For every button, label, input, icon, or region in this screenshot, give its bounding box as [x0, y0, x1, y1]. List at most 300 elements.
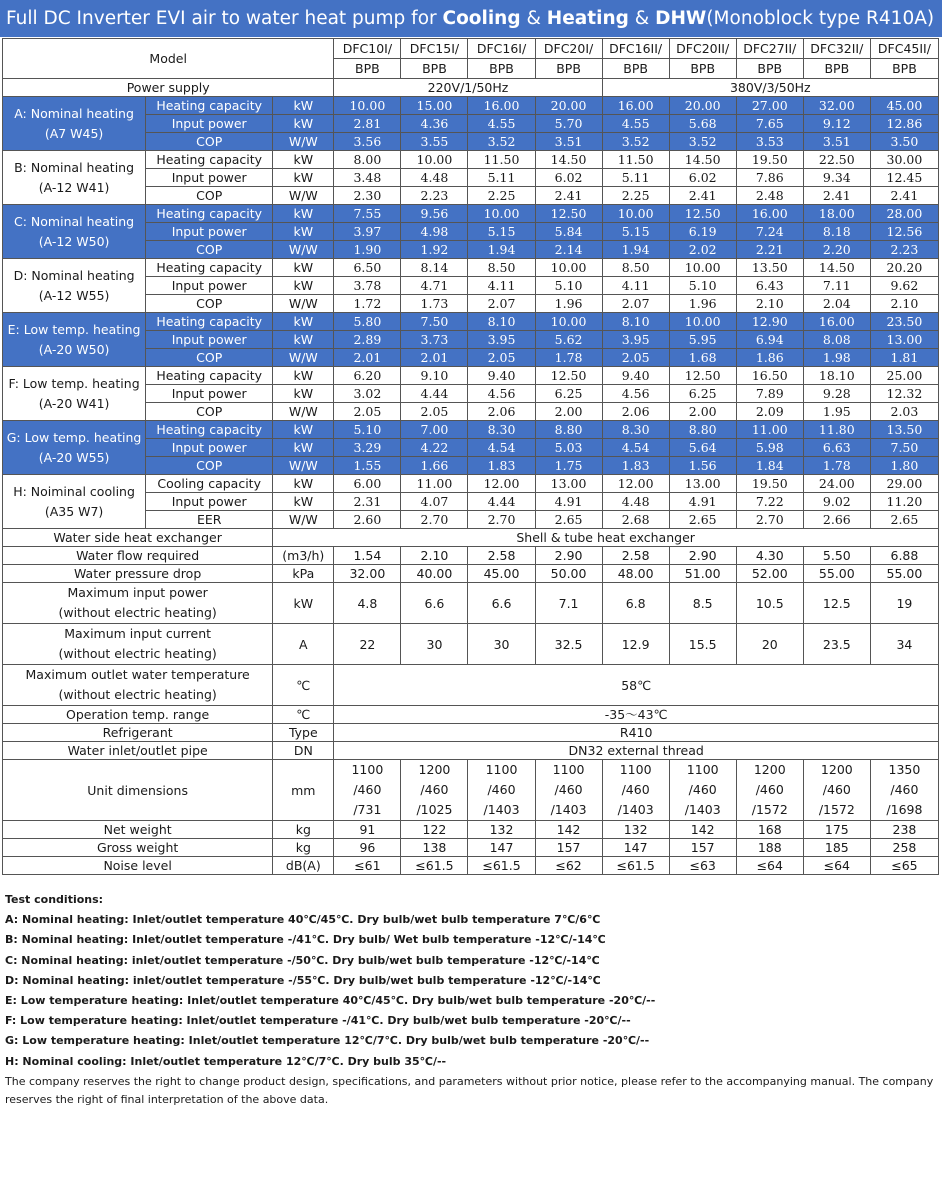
value-cell: 20.00: [669, 97, 736, 115]
value-cell: 23.50: [870, 313, 938, 331]
unit-label: kW: [273, 475, 334, 493]
value-cell: 16.00: [736, 205, 803, 223]
condition-label-line2: (A-20 W41): [38, 395, 110, 411]
value-cell: 8.80: [669, 421, 736, 439]
test-condition-note: F: Low temperature heating: Inlet/outlet temperature -/41℃. Dry bulb/wet bulb temperature -20℃/--: [5, 1014, 631, 1028]
value-cell: 1.68: [669, 349, 736, 367]
value-cell: 1.78: [803, 457, 870, 475]
dimension-length: 1350: [888, 762, 921, 777]
dimension-length: 1100: [619, 762, 652, 777]
dimension-width: /460: [554, 782, 583, 797]
value-cell: 2.30: [334, 187, 401, 205]
value-cell: 2.05: [334, 403, 401, 421]
value-cell: 1.80: [870, 457, 938, 475]
value-cell: 1.75: [535, 457, 602, 475]
value-cell: 32.00: [334, 565, 401, 583]
value-cell: 20: [736, 624, 803, 665]
value-cell: 132: [468, 821, 535, 839]
value-cell: 5.95: [669, 331, 736, 349]
value-cell: 6.25: [535, 385, 602, 403]
title-dhw: DHW: [655, 8, 707, 29]
value-cell: 8.08: [803, 331, 870, 349]
condition-label-line1: G: Low temp. heating: [6, 429, 142, 445]
value-cell: 12.00: [468, 475, 535, 493]
value-cell: 2.90: [669, 547, 736, 565]
model-name-top: DFC16I/: [468, 39, 535, 59]
value-cell: 10.00: [401, 151, 468, 169]
value-cell: 4.11: [602, 277, 669, 295]
net-weight-row: [3, 821, 939, 839]
value-cell: 3.51: [803, 133, 870, 151]
unit-label: W/W: [273, 133, 334, 151]
value-cell: 175: [803, 821, 870, 839]
value-cell: 5.84: [535, 223, 602, 241]
value-cell: 2.20: [803, 241, 870, 259]
value-cell: ≤64: [803, 857, 870, 875]
value-cell: 1.66: [401, 457, 468, 475]
value-cell: 14.50: [669, 151, 736, 169]
value-cell: 8.50: [602, 259, 669, 277]
value-cell: 10.00: [468, 205, 535, 223]
value-cell: 6.25: [669, 385, 736, 403]
value-cell: 188: [736, 839, 803, 857]
value-cell: 3.97: [334, 223, 401, 241]
value-cell: 8.10: [468, 313, 535, 331]
value-cell: 2.07: [602, 295, 669, 313]
value-cell: 3.52: [669, 133, 736, 151]
unit-label: A: [273, 624, 334, 665]
value-cell: 1.95: [803, 403, 870, 421]
unit-label: kW: [273, 331, 334, 349]
value-cell: 55.00: [870, 565, 938, 583]
water-pipe-value: DN32 external thread: [334, 742, 939, 760]
dimension-width: /460: [890, 782, 919, 797]
condition-label-line1: D: Nominal heating: [13, 267, 135, 283]
max-outlet-value: 58℃: [334, 665, 939, 706]
performance-row: [3, 151, 939, 169]
value-cell: 18.10: [803, 367, 870, 385]
value-cell: 2.07: [468, 295, 535, 313]
value-cell: 4.44: [401, 385, 468, 403]
value-cell: 7.86: [736, 169, 803, 187]
value-cell: 142: [535, 821, 602, 839]
value-cell: 2.00: [535, 403, 602, 421]
value-cell: 3.50: [870, 133, 938, 151]
value-cell: 48.00: [602, 565, 669, 583]
value-cell: 3.52: [468, 133, 535, 151]
parameter-label: COP: [146, 403, 273, 421]
value-cell: 7.89: [736, 385, 803, 403]
value-cell: 2.21: [736, 241, 803, 259]
value-cell: 8.80: [535, 421, 602, 439]
value-cell: 4.22: [401, 439, 468, 457]
model-name-bottom: BPB: [602, 59, 669, 79]
max-outlet-water-temp-label: [3, 665, 273, 706]
condition-label: [3, 97, 146, 151]
refrigerant-value: R410: [334, 724, 939, 742]
water-pressure-drop-label: Water pressure drop: [3, 565, 273, 583]
dimension-length: 1200: [753, 762, 786, 777]
value-cell: 185: [803, 839, 870, 857]
value-cell: 6.94: [736, 331, 803, 349]
value-cell: 9.10: [401, 367, 468, 385]
value-cell: 2.48: [736, 187, 803, 205]
performance-row: [3, 421, 939, 439]
value-cell: 122: [401, 821, 468, 839]
value-cell: 7.50: [401, 313, 468, 331]
value-cell: 12.90: [736, 313, 803, 331]
value-cell: 30.00: [870, 151, 938, 169]
value-cell: 1.92: [401, 241, 468, 259]
value-cell: 2.41: [870, 187, 938, 205]
value-cell: 28.00: [870, 205, 938, 223]
parameter-label: Cooling capacity: [146, 475, 273, 493]
value-cell: 14.50: [803, 259, 870, 277]
value-cell: 7.55: [334, 205, 401, 223]
value-cell: 1.86: [736, 349, 803, 367]
value-cell: 8.50: [468, 259, 535, 277]
unit-label: kW: [273, 115, 334, 133]
value-cell: 20.20: [870, 259, 938, 277]
gross-weight-row: [3, 839, 939, 857]
unit-label: W/W: [273, 349, 334, 367]
value-cell: 12.45: [870, 169, 938, 187]
value-cell: 1.56: [669, 457, 736, 475]
value-cell: 10.00: [535, 313, 602, 331]
model-name-bottom: BPB: [736, 59, 803, 79]
value-cell: 13.50: [870, 421, 938, 439]
value-cell: 4.56: [468, 385, 535, 403]
model-name-bottom: BPB: [803, 59, 870, 79]
dimension-length: 1100: [686, 762, 719, 777]
unit-label: kW: [273, 367, 334, 385]
value-cell: 3.95: [602, 331, 669, 349]
performance-row: [3, 97, 939, 115]
condition-label-line1: B: Nominal heating: [14, 159, 135, 175]
value-cell: 2.04: [803, 295, 870, 313]
parameter-label: Input power: [146, 115, 273, 133]
value-cell: 6.00: [334, 475, 401, 493]
title-part: Full DC Inverter EVI air to water heat pump for: [6, 8, 443, 29]
water-flow-label: Water flow required: [3, 547, 273, 565]
value-cell: 2.10: [401, 547, 468, 565]
value-cell: 1.94: [468, 241, 535, 259]
dimension-cell: [602, 760, 669, 821]
value-cell: 29.00: [870, 475, 938, 493]
value-cell: 2.05: [401, 403, 468, 421]
value-cell: 11.20: [870, 493, 938, 511]
value-cell: 12.50: [535, 367, 602, 385]
value-cell: 3.52: [602, 133, 669, 151]
performance-row: [3, 313, 939, 331]
model-name-top: DFC10I/: [334, 39, 401, 59]
value-cell: 30: [401, 624, 468, 665]
performance-row: [3, 205, 939, 223]
noise-level-row: [3, 857, 939, 875]
value-cell: ≤61.5: [468, 857, 535, 875]
test-condition-note: G: Low temperature heating: Inlet/outlet temperature 12℃/7℃. Dry bulb/wet bulb temperature -20℃/--: [5, 1034, 650, 1048]
title-part: &: [520, 8, 547, 29]
unit-label: kW: [273, 151, 334, 169]
value-cell: 157: [535, 839, 602, 857]
test-condition-note: E: Low temperature heating: Inlet/outlet temperature 40℃/45℃. Dry bulb/wet bulb temperature -20℃/--: [5, 994, 656, 1008]
value-cell: 4.54: [468, 439, 535, 457]
unit-label: W/W: [273, 457, 334, 475]
value-cell: 45.00: [468, 565, 535, 583]
unit-label: ℃: [273, 665, 334, 706]
value-cell: 8.5: [669, 583, 736, 624]
dimension-width: /460: [353, 782, 382, 797]
value-cell: 12.50: [669, 205, 736, 223]
condition-label-line2: (A-12 W55): [38, 287, 110, 303]
value-cell: 5.11: [602, 169, 669, 187]
model-name-top: DFC16II/: [602, 39, 669, 59]
value-cell: 40.00: [401, 565, 468, 583]
value-cell: 5.10: [334, 421, 401, 439]
value-cell: 258: [870, 839, 938, 857]
gross-weight-label: Gross weight: [3, 839, 273, 857]
value-cell: 4.55: [602, 115, 669, 133]
value-cell: 8.30: [468, 421, 535, 439]
value-cell: 30: [468, 624, 535, 665]
value-cell: ≤61.5: [401, 857, 468, 875]
performance-row: [3, 367, 939, 385]
value-cell: 9.40: [602, 367, 669, 385]
value-cell: 4.44: [468, 493, 535, 511]
condition-label-line2: (A-12 W50): [38, 233, 110, 249]
power-supply-single-phase: 220V/1/50Hz: [334, 79, 602, 97]
value-cell: 2.10: [736, 295, 803, 313]
value-cell: 3.51: [535, 133, 602, 151]
value-cell: 10.5: [736, 583, 803, 624]
value-cell: 4.98: [401, 223, 468, 241]
unit-label: kW: [273, 169, 334, 187]
value-cell: 12.5: [803, 583, 870, 624]
title-part: (Monoblock type R410A): [706, 8, 935, 29]
value-cell: 4.56: [602, 385, 669, 403]
dimension-height: /731: [353, 802, 382, 817]
value-cell: 2.23: [401, 187, 468, 205]
value-cell: 4.36: [401, 115, 468, 133]
value-cell: 19.50: [736, 151, 803, 169]
value-cell: 4.54: [602, 439, 669, 457]
value-cell: 45.00: [870, 97, 938, 115]
model-name-bottom: BPB: [401, 59, 468, 79]
refrigerant-label: Refrigerant: [3, 724, 273, 742]
unit-label: kW: [273, 223, 334, 241]
value-cell: 4.30: [736, 547, 803, 565]
net-weight-label: Net weight: [3, 821, 273, 839]
value-cell: 2.09: [736, 403, 803, 421]
dimension-cell: [669, 760, 736, 821]
value-cell: 9.28: [803, 385, 870, 403]
value-cell: 2.90: [535, 547, 602, 565]
value-cell: 19.50: [736, 475, 803, 493]
parameter-label: Heating capacity: [146, 259, 273, 277]
value-cell: 3.02: [334, 385, 401, 403]
value-cell: 2.25: [468, 187, 535, 205]
value-cell: 2.01: [334, 349, 401, 367]
value-cell: 20.00: [535, 97, 602, 115]
model-name-top: DFC20II/: [669, 39, 736, 59]
value-cell: 2.41: [669, 187, 736, 205]
condition-label-line1: H: Noiminal cooling: [13, 483, 135, 499]
test-condition-note: H: Nominal cooling: Inlet/outlet temperature 12℃/7℃. Dry bulb 35℃/--: [5, 1054, 447, 1068]
value-cell: 18.00: [803, 205, 870, 223]
value-cell: 11.00: [736, 421, 803, 439]
value-cell: 6.6: [468, 583, 535, 624]
value-cell: 132: [602, 821, 669, 839]
unit-label: W/W: [273, 403, 334, 421]
unit-label: kW: [273, 583, 334, 624]
unit-label: W/W: [273, 295, 334, 313]
noise-level-label: Noise level: [3, 857, 273, 875]
condition-label-line2: (A-12 W41): [38, 179, 110, 195]
value-cell: 15.00: [401, 97, 468, 115]
value-cell: 2.81: [334, 115, 401, 133]
value-cell: 1.54: [334, 547, 401, 565]
value-cell: 2.31: [334, 493, 401, 511]
parameter-label: Input power: [146, 385, 273, 403]
value-cell: 2.01: [401, 349, 468, 367]
condition-label-line2: (A-20 W55): [38, 449, 110, 465]
value-cell: 6.20: [334, 367, 401, 385]
dimension-height: /1403: [483, 802, 520, 817]
value-cell: 15.5: [669, 624, 736, 665]
unit-label: kW: [273, 313, 334, 331]
condition-label: [3, 367, 146, 421]
unit-label: kW: [273, 421, 334, 439]
value-cell: 1.98: [803, 349, 870, 367]
dimension-cell: [870, 760, 938, 821]
condition-label: [3, 259, 146, 313]
value-cell: ≤61.5: [602, 857, 669, 875]
title-heating: Heating: [546, 8, 629, 29]
value-cell: 1.94: [602, 241, 669, 259]
value-cell: 2.14: [535, 241, 602, 259]
value-cell: 2.89: [334, 331, 401, 349]
value-cell: 1.90: [334, 241, 401, 259]
value-cell: 12.86: [870, 115, 938, 133]
value-cell: 12.00: [602, 475, 669, 493]
value-cell: 5.11: [468, 169, 535, 187]
value-cell: 3.78: [334, 277, 401, 295]
dimension-height: /1403: [550, 802, 587, 817]
parameter-label: COP: [146, 349, 273, 367]
condition-label: [3, 313, 146, 367]
water-hx-label: Water side heat exchanger: [3, 529, 273, 547]
dimension-height: /1025: [416, 802, 453, 817]
power-supply-three-phase: 380V/3/50Hz: [602, 79, 938, 97]
unit-label: W/W: [273, 511, 334, 529]
spec-table: [2, 38, 939, 875]
test-condition-note: C: Nominal heating: inlet/outlet temperature -/50℃. Dry bulb/wet bulb temperature -12℃/-14℃: [5, 953, 600, 967]
value-cell: 16.00: [803, 313, 870, 331]
value-cell: 5.15: [468, 223, 535, 241]
value-cell: 23.5: [803, 624, 870, 665]
value-cell: 2.70: [468, 511, 535, 529]
dimension-width: /460: [822, 782, 851, 797]
unit-label: dB(A): [273, 857, 334, 875]
unit-label: kW: [273, 205, 334, 223]
value-cell: ≤62: [535, 857, 602, 875]
value-cell: 2.05: [468, 349, 535, 367]
notes-heading: Test conditions:: [5, 893, 104, 906]
value-cell: 4.91: [669, 493, 736, 511]
unit-label: (m3/h): [273, 547, 334, 565]
max-outlet-water-temp-label-line1: Maximum outlet water temperature: [25, 667, 250, 682]
value-cell: 1.84: [736, 457, 803, 475]
value-cell: 8.14: [401, 259, 468, 277]
unit-label: mm: [273, 760, 334, 821]
value-cell: 1.73: [401, 295, 468, 313]
value-cell: 6.19: [669, 223, 736, 241]
test-condition-note: A: Nominal heating: Inlet/outlet temperature 40℃/45℃. Dry bulb/wet bulb temperature 7℃/6℃: [5, 913, 601, 927]
value-cell: 138: [401, 839, 468, 857]
value-cell: 9.34: [803, 169, 870, 187]
unit-label: W/W: [273, 241, 334, 259]
value-cell: 5.10: [669, 277, 736, 295]
value-cell: 7.50: [870, 439, 938, 457]
value-cell: 9.56: [401, 205, 468, 223]
dimension-length: 1200: [820, 762, 853, 777]
value-cell: 1.83: [602, 457, 669, 475]
dimension-cell: [334, 760, 401, 821]
value-cell: 2.41: [803, 187, 870, 205]
title-cooling: Cooling: [442, 8, 521, 29]
value-cell: 7.65: [736, 115, 803, 133]
title-part: &: [628, 8, 656, 29]
parameter-label: Input power: [146, 331, 273, 349]
model-name-top: DFC32II/: [803, 39, 870, 59]
value-cell: 5.03: [535, 439, 602, 457]
value-cell: 1.81: [870, 349, 938, 367]
max-outlet-water-temp-row: [3, 665, 939, 706]
value-cell: 238: [870, 821, 938, 839]
value-cell: 4.71: [401, 277, 468, 295]
value-cell: 3.48: [334, 169, 401, 187]
title-banner: [0, 0, 942, 37]
value-cell: 2.00: [669, 403, 736, 421]
value-cell: 12.9: [602, 624, 669, 665]
value-cell: 5.68: [669, 115, 736, 133]
condition-label: [3, 205, 146, 259]
value-cell: 13.00: [870, 331, 938, 349]
water-flow-row: [3, 547, 939, 565]
value-cell: 2.02: [669, 241, 736, 259]
value-cell: 4.07: [401, 493, 468, 511]
value-cell: 91: [334, 821, 401, 839]
value-cell: 6.8: [602, 583, 669, 624]
value-cell: 3.73: [401, 331, 468, 349]
value-cell: 8.30: [602, 421, 669, 439]
unit-label: kW: [273, 97, 334, 115]
value-cell: 7.24: [736, 223, 803, 241]
model-name-bottom: BPB: [334, 59, 401, 79]
power-supply-label: Power supply: [3, 79, 334, 97]
max-input-current-label-line2: (without electric heating): [58, 646, 217, 661]
value-cell: 14.50: [535, 151, 602, 169]
unit-dimensions-label: Unit dimensions: [3, 760, 273, 821]
value-cell: 6.63: [803, 439, 870, 457]
parameter-label: COP: [146, 133, 273, 151]
value-cell: 13.00: [669, 475, 736, 493]
value-cell: 168: [736, 821, 803, 839]
condition-label: [3, 421, 146, 475]
value-cell: 2.70: [401, 511, 468, 529]
value-cell: 4.55: [468, 115, 535, 133]
performance-row: [3, 475, 939, 493]
